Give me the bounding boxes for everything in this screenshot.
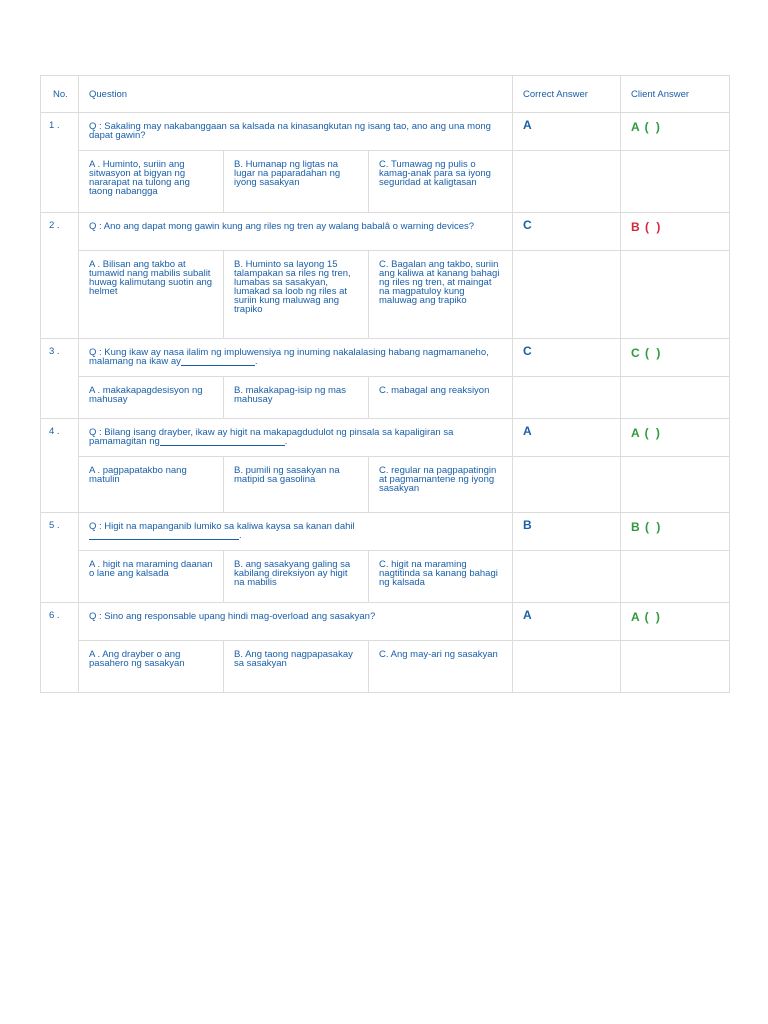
question-number: 2 . bbox=[41, 213, 79, 339]
question-row bbox=[41, 603, 730, 641]
correct-answer: C bbox=[513, 213, 621, 251]
client-answer-marker: ( ) bbox=[644, 120, 662, 134]
correct-answer: C bbox=[513, 339, 621, 377]
question-row bbox=[41, 339, 730, 377]
client-answer: B bbox=[631, 220, 640, 234]
header-question: Question bbox=[79, 76, 513, 113]
choice-b: B. makakapag-isip ng mas mahusay bbox=[224, 377, 369, 419]
question-text: Q : Kung ikaw ay nasa ilalim ng impluwensiya ng inuming nakalalasing habang nagmamaneho, malamang na ikaw ay bbox=[89, 347, 489, 367]
question-text-cell bbox=[79, 419, 513, 457]
choice-b: B. Humanap ng ligtas na lugar na paparadahan ng iyong sasakyan bbox=[224, 151, 369, 213]
options-row bbox=[41, 551, 730, 603]
question-text: Q : Sino ang responsable upang hindi mag-overload ang sasakyan? bbox=[89, 611, 376, 622]
header-correct-answer: Correct Answer bbox=[513, 76, 621, 113]
correct-answer: B bbox=[513, 513, 621, 551]
question-row bbox=[41, 213, 730, 251]
question-row bbox=[41, 419, 730, 457]
question-text-cell bbox=[79, 603, 513, 641]
client-answer-cell bbox=[621, 513, 730, 551]
options-row bbox=[41, 251, 730, 339]
question-text: Q : Sakaling may nakabanggaan sa kalsada na kinasangkutan ng isang tao, ano ang una mong dapat gawin? bbox=[89, 121, 491, 141]
choice-a: A . higit na maraming daanan o lane ang kalsada bbox=[79, 551, 224, 603]
options-row bbox=[41, 377, 730, 419]
question-number: 3 . bbox=[41, 339, 79, 419]
choice-c: C. Ang may-ari ng sasakyan bbox=[369, 641, 513, 693]
question-tail: . bbox=[284, 436, 288, 447]
correct-answer: A bbox=[513, 113, 621, 151]
empty-cell bbox=[513, 251, 621, 339]
question-tail: . bbox=[254, 356, 258, 367]
choice-a: A . Ang drayber o ang pasahero ng sasakyan bbox=[79, 641, 224, 693]
client-answer: C bbox=[631, 346, 640, 360]
empty-cell bbox=[621, 641, 730, 693]
client-answer-cell bbox=[621, 113, 730, 151]
header-no: No. bbox=[41, 76, 79, 113]
answer-blank-line bbox=[181, 357, 255, 366]
question-text: Q : Ano ang dapat mong gawin kung ang riles ng tren ay walang babalâ o warning devices? bbox=[89, 221, 475, 232]
choice-c: C. regular na pagpapatingin at pagmamantene ng iyong sasakyan bbox=[369, 457, 513, 513]
choice-a: A . makakapagdesisyon ng mahusay bbox=[79, 377, 224, 419]
choice-b: B. Ang taong nagpapasakay sa sasakyan bbox=[224, 641, 369, 693]
correct-answer: A bbox=[513, 603, 621, 641]
question-number: 4 . bbox=[41, 419, 79, 513]
client-answer-marker: ( ) bbox=[645, 220, 663, 234]
client-answer-cell bbox=[621, 419, 730, 457]
question-text-cell bbox=[79, 513, 513, 551]
question-text-cell bbox=[79, 339, 513, 377]
question-number: 6 . bbox=[41, 603, 79, 693]
choice-c: C. mabagal ang reaksiyon bbox=[369, 377, 513, 419]
empty-cell bbox=[513, 377, 621, 419]
empty-cell bbox=[621, 251, 730, 339]
choice-b: B. ang sasakyang galing sa kabilang direksiyon ay higit na mabilis bbox=[224, 551, 369, 603]
correct-answer: A bbox=[513, 419, 621, 457]
quiz-results-sheet bbox=[40, 75, 729, 693]
client-answer: A bbox=[631, 426, 640, 440]
empty-cell bbox=[621, 551, 730, 603]
client-answer-cell bbox=[621, 213, 730, 251]
client-answer: A bbox=[631, 120, 640, 134]
answer-blank-line bbox=[89, 531, 239, 540]
client-answer-marker: ( ) bbox=[645, 346, 663, 360]
client-answer: B bbox=[631, 520, 640, 534]
answer-blank-line bbox=[160, 437, 285, 446]
empty-cell bbox=[513, 457, 621, 513]
choice-b: B. pumili ng sasakyan na matipid sa gasolina bbox=[224, 457, 369, 513]
question-text-cell bbox=[79, 113, 513, 151]
choice-c: C. higit na maraming nagtitinda sa kanang bahagi ng kalsada bbox=[369, 551, 513, 603]
client-answer-marker: ( ) bbox=[645, 520, 663, 534]
quiz-results-table bbox=[40, 75, 730, 693]
table-header-row bbox=[41, 76, 730, 113]
options-row bbox=[41, 457, 730, 513]
question-row bbox=[41, 113, 730, 151]
empty-cell bbox=[621, 151, 730, 213]
empty-cell bbox=[513, 551, 621, 603]
options-row bbox=[41, 151, 730, 213]
question-number: 5 . bbox=[41, 513, 79, 603]
client-answer-cell bbox=[621, 339, 730, 377]
client-answer: A bbox=[631, 610, 640, 624]
client-answer-marker: ( ) bbox=[644, 610, 662, 624]
question-text-cell bbox=[79, 213, 513, 251]
choice-b: B. Huminto sa layong 15 talampakan sa riles ng tren, lumabas sa sasakyan, lumakad sa loob ng riles at suriin kung maluwag ang trapiko bbox=[224, 251, 369, 339]
empty-cell bbox=[513, 641, 621, 693]
empty-cell bbox=[513, 151, 621, 213]
choice-a: A . Bilisan ang takbo at tumawid nang mabilis subalit huwag kalimutang suotin ang helmet bbox=[79, 251, 224, 339]
question-tail: . bbox=[239, 530, 242, 541]
client-answer-cell bbox=[621, 603, 730, 641]
question-text: Q : Bilang isang drayber, ikaw ay higit na makapagdudulot ng pinsala sa kapaligiran sa pamamagitan ng bbox=[89, 427, 454, 447]
header-client-answer: Client Answer bbox=[621, 76, 730, 113]
empty-cell bbox=[621, 377, 730, 419]
question-number: 1 . bbox=[41, 113, 79, 213]
question-row bbox=[41, 513, 730, 551]
client-answer-marker: ( ) bbox=[644, 426, 662, 440]
options-row bbox=[41, 641, 730, 693]
choice-a: A . pagpapatakbo nang matulin bbox=[79, 457, 224, 513]
empty-cell bbox=[621, 457, 730, 513]
choice-c: C. Tumawag ng pulis o kamag-anak para sa iyong seguridad at kaligtasan bbox=[369, 151, 513, 213]
choice-a: A . Huminto, suriin ang sitwasyon at bigyan ng nararapat na tulong ang taong nabangga bbox=[79, 151, 224, 213]
question-text: Q : Higit na mapanganib lumiko sa kaliwa kaysa sa kanan dahil bbox=[89, 521, 355, 532]
choice-c: C. Bagalan ang takbo, suriin ang kaliwa at kanang bahagi ng riles ng tren, at maingat na magpatuloy kung maluwag ang trapiko bbox=[369, 251, 513, 339]
